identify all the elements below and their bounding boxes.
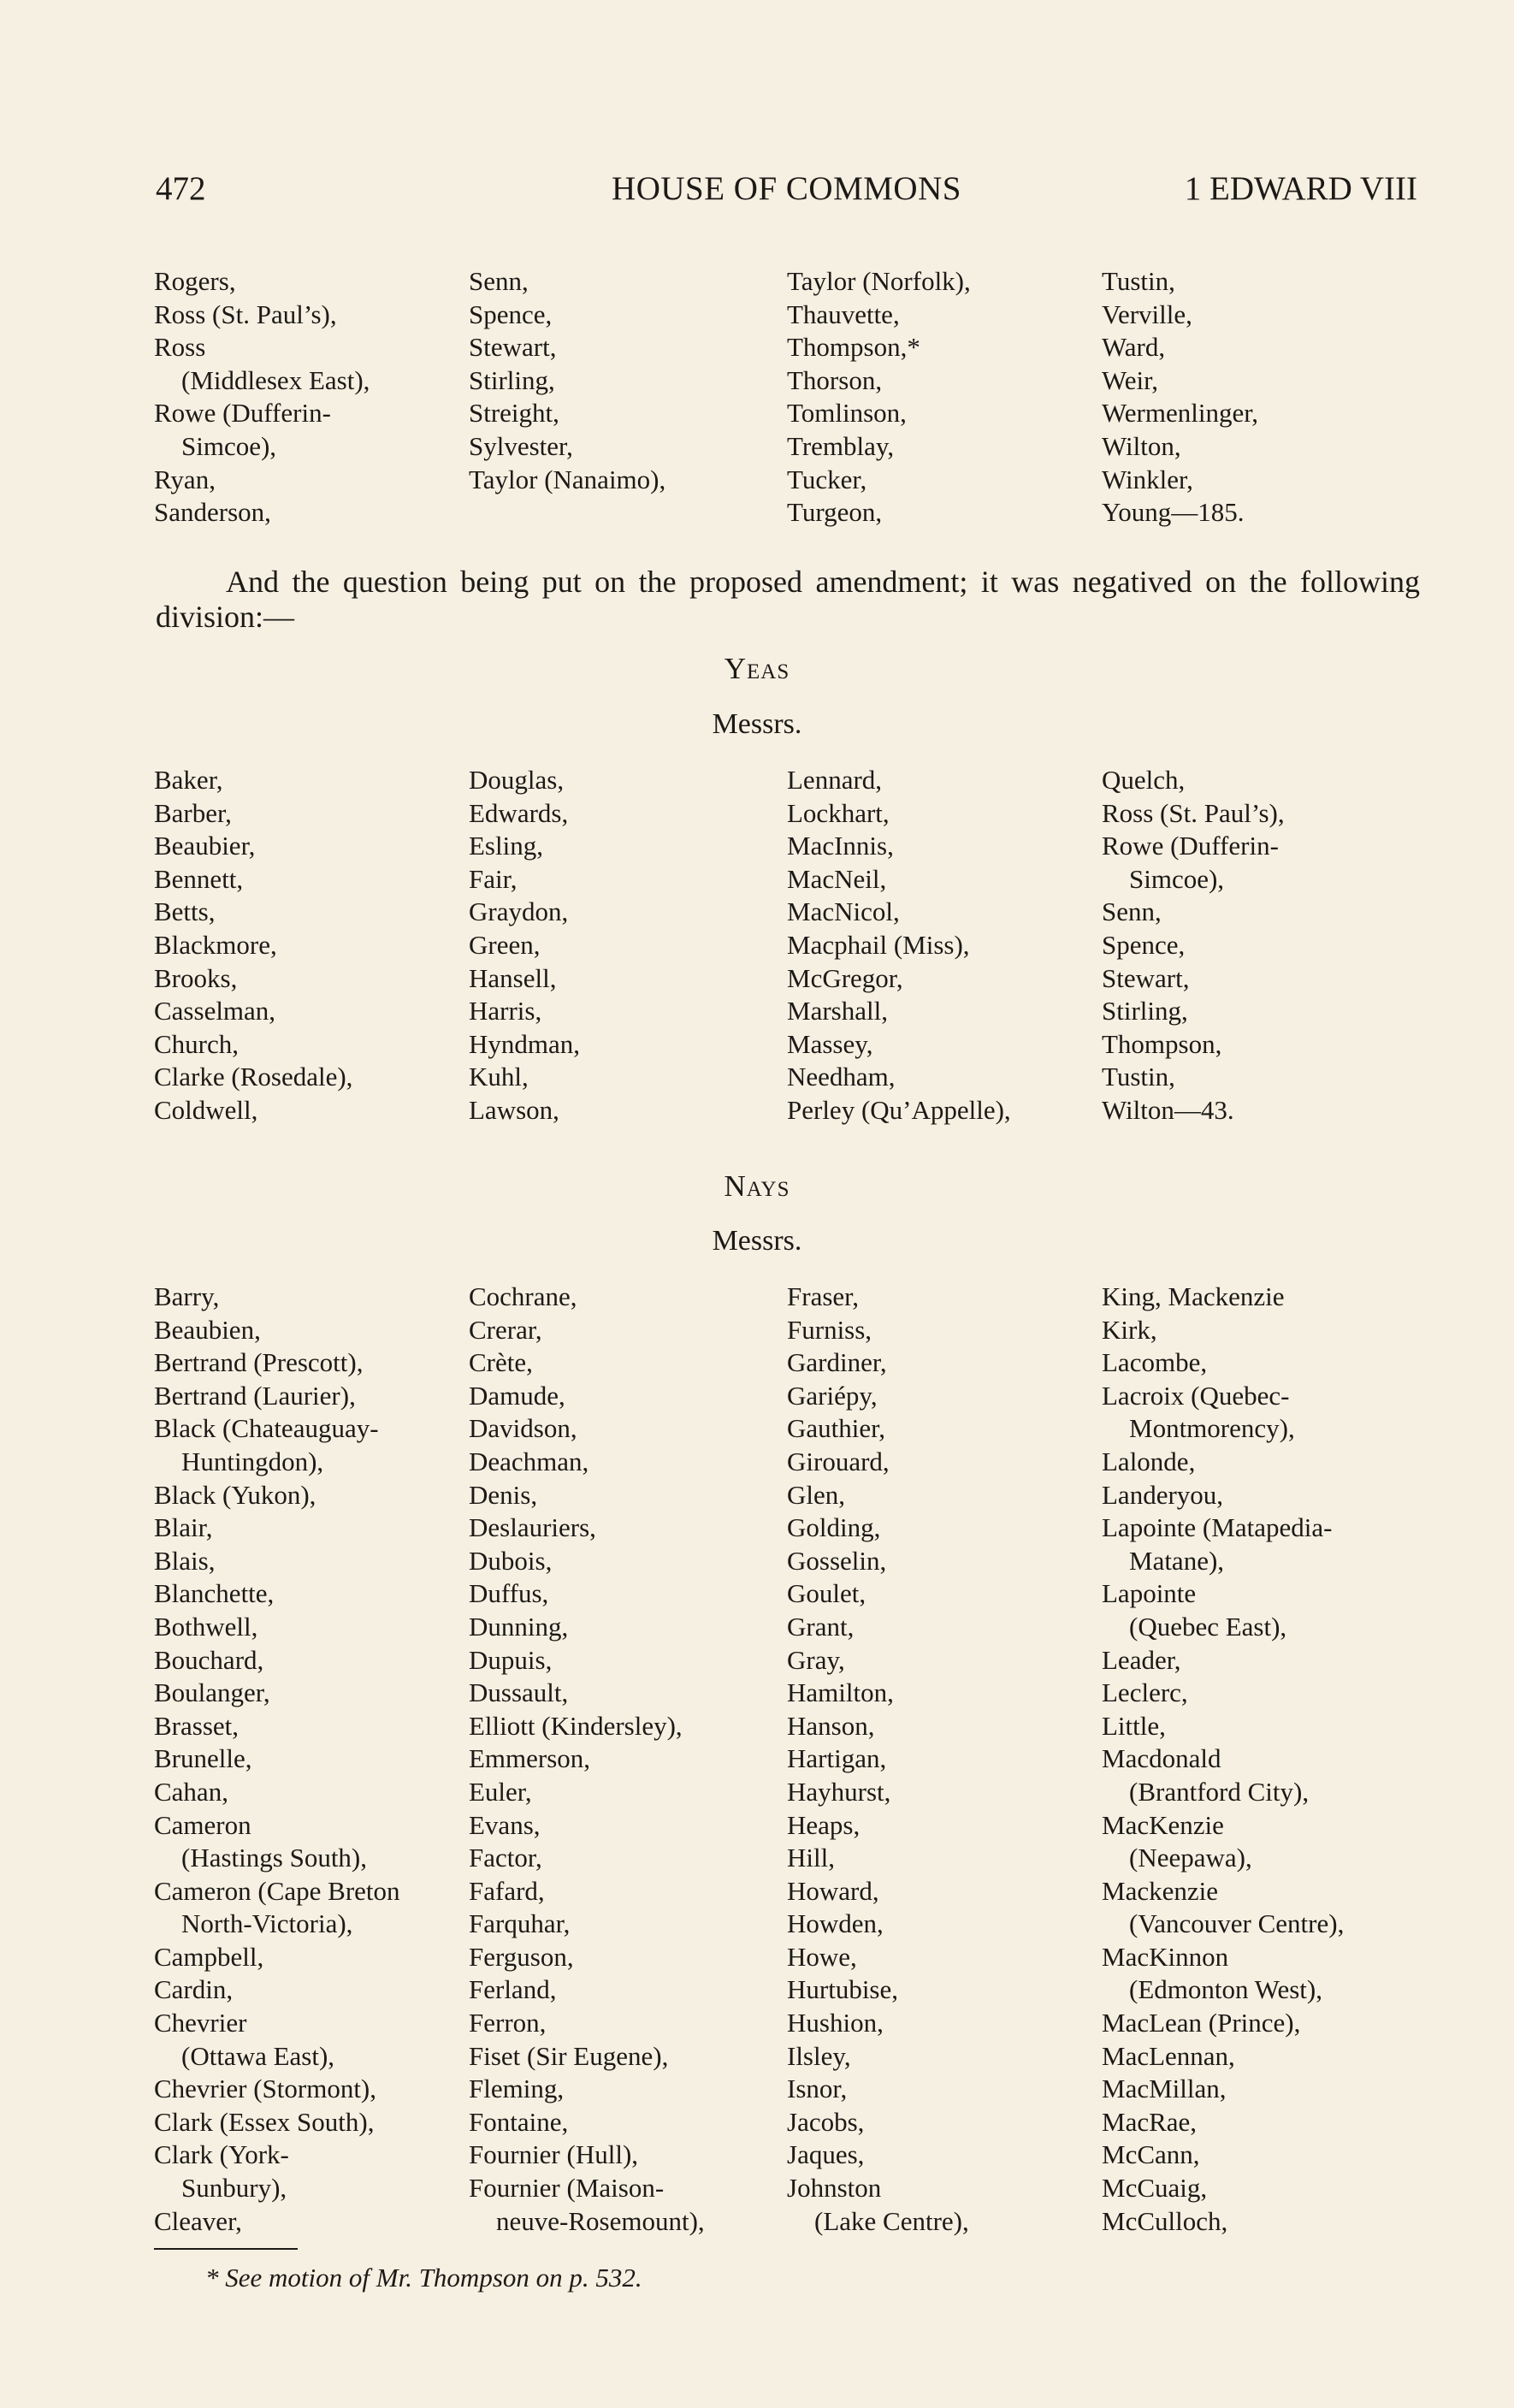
- nays.columns-column-3: [787, 1281, 1102, 2238]
- nays.columns-member-name: Golding,: [787, 1512, 881, 1543]
- nays.columns-member-name: Cahan,: [154, 1776, 228, 1807]
- nays.columns-column-4: [1102, 1281, 1420, 2238]
- footnote-rule: [154, 2248, 298, 2250]
- yeas.columns-member-name: Lawson,: [469, 1094, 559, 1125]
- nays.columns-member-name: Leader,: [1102, 1644, 1181, 1675]
- yeas.columns-member-name: Betts,: [154, 896, 216, 927]
- top_columns-member-name: Thauvette,: [787, 299, 900, 329]
- nays.columns-member-name: Fraser,: [787, 1281, 859, 1311]
- nays.columns-member-name: Jacobs,: [787, 2106, 865, 2137]
- yeas.columns-member-name: MacNeil,: [787, 863, 887, 894]
- nays.columns-member-name: (Vancouver Centre),: [1129, 1908, 1345, 1939]
- nays.columns-member-name: Cleaver,: [154, 2205, 242, 2236]
- nays.columns-member-name: Leclerc,: [1102, 1677, 1188, 1708]
- nays.columns-member-name: MacMillan,: [1102, 2074, 1227, 2104]
- yeas.columns-member-name: Graydon,: [469, 896, 569, 927]
- nays-messrs: Messrs.: [712, 1225, 802, 1257]
- yeas.columns-member-name: Kuhl,: [469, 1062, 529, 1092]
- nays-name-list: [154, 1281, 1420, 2238]
- nays.columns-member-name: Duffus,: [469, 1578, 549, 1609]
- nays.columns-member-name: Evans,: [469, 1809, 541, 1840]
- yeas.columns-member-name: Massey,: [787, 1028, 873, 1059]
- page-title: HOUSE OF COMMONS: [612, 170, 961, 207]
- top_columns-member-name: Taylor (Norfolk),: [787, 266, 971, 296]
- nays.columns-member-name: Damude,: [469, 1380, 565, 1411]
- nays.columns-member-name: McCulloch,: [1102, 2205, 1228, 2236]
- nays.columns-member-name: Hurtubise,: [787, 1974, 899, 2005]
- top_columns-member-name: Stirling,: [469, 364, 555, 395]
- top_columns-member-name: Simcoe),: [181, 430, 277, 461]
- nays.columns-member-name: Davidson,: [469, 1413, 577, 1444]
- top_columns-member-name: Rowe (Dufferin-: [154, 398, 331, 429]
- top_columns-member-name: Ryan,: [154, 464, 216, 494]
- top_columns-member-name: Turgeon,: [787, 497, 883, 528]
- yeas.columns-member-name: Perley (Qu’Appelle),: [787, 1094, 1011, 1125]
- yeas.columns-member-name: Wilton—43.: [1102, 1094, 1234, 1125]
- nays.columns-member-name: Johnston: [787, 2173, 882, 2204]
- nays.columns-member-name: Dussault,: [469, 1677, 569, 1708]
- top_columns-member-name: Stewart,: [469, 332, 557, 363]
- top_columns-column-4: [1102, 265, 1420, 530]
- top_columns-column-3: [787, 265, 1102, 530]
- nays.columns-member-name: Fontaine,: [469, 2106, 569, 2137]
- yeas.columns-member-name: Simcoe),: [1129, 863, 1225, 894]
- yeas.columns-member-name: Edwards,: [469, 797, 569, 828]
- nays.columns-member-name: Crerar,: [469, 1314, 542, 1345]
- nays.columns-member-name: Hamilton,: [787, 1677, 894, 1708]
- yeas.columns-member-name: Beaubier,: [154, 831, 256, 861]
- nays.columns-member-name: Elliott (Kindersley),: [469, 1710, 683, 1741]
- yeas.columns-member-name: Lennard,: [787, 765, 883, 795]
- continued-name-list: [154, 265, 1420, 530]
- yeas.columns-member-name: Brooks,: [154, 962, 238, 993]
- nays.columns-member-name: Cameron: [154, 1809, 251, 1840]
- nays.columns-member-name: Montmorency),: [1129, 1413, 1295, 1444]
- top_columns-member-name: Wermenlinger,: [1102, 398, 1259, 429]
- nays.columns-member-name: neuve-Rosemount),: [496, 2205, 705, 2236]
- nays.columns-member-name: Hill,: [787, 1843, 835, 1873]
- nays.columns-member-name: Lacombe,: [1102, 1347, 1208, 1378]
- footnote: * See motion of Mr. Thompson on p. 532.: [205, 2263, 642, 2293]
- nays.columns-member-name: Ferguson,: [469, 1941, 574, 1972]
- yeas-name-list: [154, 764, 1420, 1127]
- nays.columns-member-name: Mackenzie: [1102, 1875, 1218, 1906]
- nays.columns-member-name: Isnor,: [787, 2074, 848, 2104]
- nays.columns-member-name: Cardin,: [154, 1974, 234, 2005]
- yeas.columns-column-3: [787, 764, 1102, 1127]
- nays.columns-member-name: Black (Chateauguay-: [154, 1413, 379, 1444]
- top_columns-member-name: Spence,: [469, 299, 553, 329]
- nays.columns-member-name: Fournier (Maison-: [469, 2173, 665, 2204]
- nays.columns-member-name: Bothwell,: [154, 1611, 258, 1642]
- nays.columns-member-name: Hartigan,: [787, 1743, 887, 1774]
- yeas.columns-member-name: Ross (St. Paul’s),: [1102, 797, 1285, 828]
- top_columns-member-name: Verville,: [1102, 299, 1192, 329]
- top_columns-member-name: Senn,: [469, 266, 529, 296]
- nays-heading: Nays: [724, 1169, 790, 1203]
- yeas.columns-member-name: Macphail (Miss),: [787, 929, 970, 960]
- yeas.columns-member-name: Green,: [469, 929, 541, 960]
- yeas.columns-member-name: Coldwell,: [154, 1094, 258, 1125]
- top_columns-member-name: Ross (St. Paul’s),: [154, 299, 337, 329]
- nays.columns-member-name: (Brantford City),: [1129, 1776, 1310, 1807]
- nays.columns-member-name: Gariépy,: [787, 1380, 878, 1411]
- nays.columns-column-2: [469, 1281, 787, 2238]
- top_columns-column-1: [154, 265, 469, 530]
- yeas.columns-member-name: Hansell,: [469, 962, 557, 993]
- top_columns-member-name: Sylvester,: [469, 430, 573, 461]
- yeas.columns-member-name: Tustin,: [1102, 1062, 1175, 1092]
- nays.columns-member-name: Crète,: [469, 1347, 533, 1378]
- nays.columns-member-name: Farquhar,: [469, 1908, 571, 1939]
- nays.columns-member-name: Ferland,: [469, 1974, 557, 2005]
- yeas.columns-member-name: Thompson,: [1102, 1028, 1222, 1059]
- nays.columns-member-name: North-Victoria),: [181, 1908, 353, 1939]
- yeas.columns-member-name: Marshall,: [787, 996, 888, 1027]
- top_columns-member-name: Rogers,: [154, 266, 236, 296]
- nays.columns-member-name: McCuaig,: [1102, 2173, 1208, 2204]
- yeas.columns-member-name: Stewart,: [1102, 962, 1190, 993]
- top_columns-member-name: Taylor (Nanaimo),: [469, 464, 666, 494]
- top_columns-column-2: [469, 265, 787, 530]
- nays.columns-member-name: Gosselin,: [787, 1545, 887, 1576]
- nays.columns-member-name: MacLean (Prince),: [1102, 2008, 1301, 2038]
- nays.columns-member-name: Brunelle,: [154, 1743, 252, 1774]
- nays.columns-member-name: Factor,: [469, 1843, 542, 1873]
- nays.columns-member-name: Howard,: [787, 1875, 879, 1906]
- nays.columns-member-name: Furniss,: [787, 1314, 872, 1345]
- yeas.columns-member-name: Esling,: [469, 831, 543, 861]
- top_columns-member-name: Ross: [154, 332, 206, 363]
- nays.columns-member-name: MacKenzie: [1102, 1809, 1224, 1840]
- nays.columns-member-name: Huntingdon),: [181, 1446, 324, 1476]
- top_columns-member-name: Tremblay,: [787, 430, 895, 461]
- nays.columns-member-name: Glen,: [787, 1479, 846, 1510]
- yeas.columns-member-name: Senn,: [1102, 896, 1162, 927]
- yeas.columns-column-1: [154, 764, 469, 1127]
- nays.columns-member-name: Dunning,: [469, 1611, 569, 1642]
- nays.columns-member-name: Ilsley,: [787, 2040, 851, 2071]
- nays.columns-member-name: Jaques,: [787, 2139, 865, 2170]
- nays.columns-member-name: Dubois,: [469, 1545, 553, 1576]
- nays.columns-member-name: Hayhurst,: [787, 1776, 891, 1807]
- nays.columns-member-name: Howden,: [787, 1908, 884, 1939]
- division-paragraph: And the question being put on the proposed amendment; it was negatived on the following division:—: [156, 565, 1420, 634]
- nays.columns-member-name: Clark (York-: [154, 2139, 289, 2170]
- yeas.columns-member-name: Hyndman,: [469, 1028, 581, 1059]
- nays.columns-member-name: Bertrand (Prescott),: [154, 1347, 364, 1378]
- reign-year: 1 EDWARD VIII: [1184, 170, 1417, 207]
- yeas.columns-member-name: Rowe (Dufferin-: [1102, 831, 1279, 861]
- yeas.columns-member-name: Fair,: [469, 863, 517, 894]
- nays.columns-member-name: Dupuis,: [469, 1644, 553, 1675]
- nays.columns-member-name: Blais,: [154, 1545, 216, 1576]
- nays.columns-member-name: Macdonald: [1102, 1743, 1221, 1774]
- nays.columns-member-name: Goulet,: [787, 1578, 866, 1609]
- yeas.columns-member-name: Harris,: [469, 996, 542, 1027]
- nays.columns-member-name: McCann,: [1102, 2139, 1200, 2170]
- top_columns-member-name: Young—185.: [1102, 497, 1245, 528]
- nays.columns-member-name: Bertrand (Laurier),: [154, 1380, 356, 1411]
- top_columns-member-name: Wilton,: [1102, 430, 1181, 461]
- top_columns-member-name: Thorson,: [787, 364, 883, 395]
- nays.columns-member-name: Little,: [1102, 1710, 1166, 1741]
- nays.columns-member-name: Ferron,: [469, 2008, 547, 2038]
- nays.columns-member-name: Bouchard,: [154, 1644, 264, 1675]
- yeas.columns-member-name: MacNicol,: [787, 896, 900, 927]
- yeas.columns-member-name: Baker,: [154, 765, 223, 795]
- yeas.columns-member-name: Blackmore,: [154, 929, 277, 960]
- nays.columns-member-name: Blair,: [154, 1512, 213, 1543]
- nays.columns-member-name: Black (Yukon),: [154, 1479, 316, 1510]
- nays.columns-member-name: MacKinnon: [1102, 1941, 1229, 1972]
- yeas-messrs: Messrs.: [712, 708, 802, 740]
- yeas.columns-member-name: Quelch,: [1102, 765, 1186, 795]
- nays.columns-member-name: Brasset,: [154, 1710, 240, 1741]
- nays.columns-member-name: Gray,: [787, 1644, 845, 1675]
- nays.columns-member-name: Beaubien,: [154, 1314, 261, 1345]
- nays.columns-member-name: Barry,: [154, 1281, 220, 1311]
- nays.columns-member-name: Hushion,: [787, 2008, 884, 2038]
- yeas.columns-member-name: Barber,: [154, 797, 232, 828]
- nays.columns-member-name: Cameron (Cape Breton: [154, 1875, 400, 1906]
- yeas.columns-member-name: Needham,: [787, 1062, 896, 1092]
- yeas.columns-member-name: Stirling,: [1102, 996, 1188, 1027]
- nays.columns-member-name: Denis,: [469, 1479, 538, 1510]
- nays.columns-member-name: Gauthier,: [787, 1413, 885, 1444]
- yeas.columns-column-4: [1102, 764, 1420, 1127]
- nays.columns-member-name: Gardiner,: [787, 1347, 887, 1378]
- top_columns-member-name: Ward,: [1102, 332, 1166, 363]
- nays.columns-member-name: Chevrier: [154, 2008, 247, 2038]
- yeas.columns-member-name: McGregor,: [787, 962, 903, 993]
- nays.columns-member-name: Girouard,: [787, 1446, 890, 1476]
- top_columns-member-name: Weir,: [1102, 364, 1158, 395]
- nays.columns-member-name: Grant,: [787, 1611, 855, 1642]
- yeas.columns-member-name: Lockhart,: [787, 797, 890, 828]
- yeas.columns-member-name: MacInnis,: [787, 831, 894, 861]
- yeas-heading: Yeas: [724, 652, 790, 685]
- top_columns-member-name: Tucker,: [787, 464, 867, 494]
- nays.columns-member-name: (Lake Centre),: [814, 2205, 969, 2236]
- top_columns-member-name: Tustin,: [1102, 266, 1175, 296]
- yeas.columns-member-name: Casselman,: [154, 996, 276, 1027]
- nays.columns-member-name: (Edmonton West),: [1129, 1974, 1322, 2005]
- nays.columns-member-name: (Hastings South),: [181, 1843, 367, 1873]
- top_columns-member-name: Winkler,: [1102, 464, 1193, 494]
- nays.columns-member-name: Lacroix (Quebec-: [1102, 1380, 1290, 1411]
- nays.columns-member-name: King, Mackenzie: [1102, 1281, 1285, 1311]
- nays.columns-member-name: MacRae,: [1102, 2106, 1198, 2137]
- top_columns-member-name: Sanderson,: [154, 497, 271, 528]
- nays.columns-member-name: MacLennan,: [1102, 2040, 1235, 2071]
- yeas.columns-member-name: Church,: [154, 1028, 240, 1059]
- top_columns-member-name: Tomlinson,: [787, 398, 907, 429]
- nays.columns-member-name: Fiset (Sir Eugene),: [469, 2040, 669, 2071]
- nays.columns-member-name: Matane),: [1129, 1545, 1225, 1576]
- yeas.columns-member-name: Spence,: [1102, 929, 1186, 960]
- nays.columns-member-name: Clark (Essex South),: [154, 2106, 375, 2137]
- nays.columns-member-name: Chevrier (Stormont),: [154, 2074, 377, 2104]
- yeas.columns-member-name: Douglas,: [469, 765, 565, 795]
- page-number: 472: [156, 170, 206, 207]
- nays.columns-member-name: Cochrane,: [469, 1281, 577, 1311]
- nays.columns-member-name: Fleming,: [469, 2074, 565, 2104]
- page-header: [156, 169, 1417, 221]
- nays.columns-member-name: (Ottawa East),: [181, 2040, 335, 2071]
- top_columns-member-name: Streight,: [469, 398, 559, 429]
- top_columns-member-name: Thompson,*: [787, 332, 920, 363]
- yeas.columns-member-name: Clarke (Rosedale),: [154, 1062, 353, 1092]
- nays.columns-member-name: Hanson,: [787, 1710, 875, 1741]
- nays.columns-member-name: Heaps,: [787, 1809, 860, 1840]
- nays.columns-member-name: Lapointe: [1102, 1578, 1197, 1609]
- nays.columns-member-name: (Quebec East),: [1129, 1611, 1287, 1642]
- nays.columns-member-name: Lalonde,: [1102, 1446, 1196, 1476]
- yeas.columns-column-2: [469, 764, 787, 1127]
- nays.columns-member-name: Sunbury),: [181, 2173, 287, 2204]
- nays.columns-member-name: Campbell,: [154, 1941, 264, 1972]
- yeas.columns-member-name: Bennett,: [154, 863, 244, 894]
- nays.columns-member-name: Fournier (Hull),: [469, 2139, 639, 2170]
- nays.columns-member-name: Boulanger,: [154, 1677, 270, 1708]
- nays.columns-member-name: Deslauriers,: [469, 1512, 596, 1543]
- nays.columns-column-1: [154, 1281, 469, 2238]
- nays.columns-member-name: Deachman,: [469, 1446, 589, 1476]
- nays.columns-member-name: Howe,: [787, 1941, 857, 1972]
- nays.columns-member-name: Landeryou,: [1102, 1479, 1224, 1510]
- nays.columns-member-name: Emmerson,: [469, 1743, 591, 1774]
- nays.columns-member-name: Lapointe (Matapedia-: [1102, 1512, 1333, 1543]
- nays.columns-member-name: Euler,: [469, 1776, 532, 1807]
- nays.columns-member-name: Blanchette,: [154, 1578, 275, 1609]
- top_columns-member-name: (Middlesex East),: [181, 364, 370, 395]
- nays.columns-member-name: Fafard,: [469, 1875, 545, 1906]
- nays.columns-member-name: Kirk,: [1102, 1314, 1157, 1345]
- nays.columns-member-name: (Neepawa),: [1129, 1843, 1252, 1873]
